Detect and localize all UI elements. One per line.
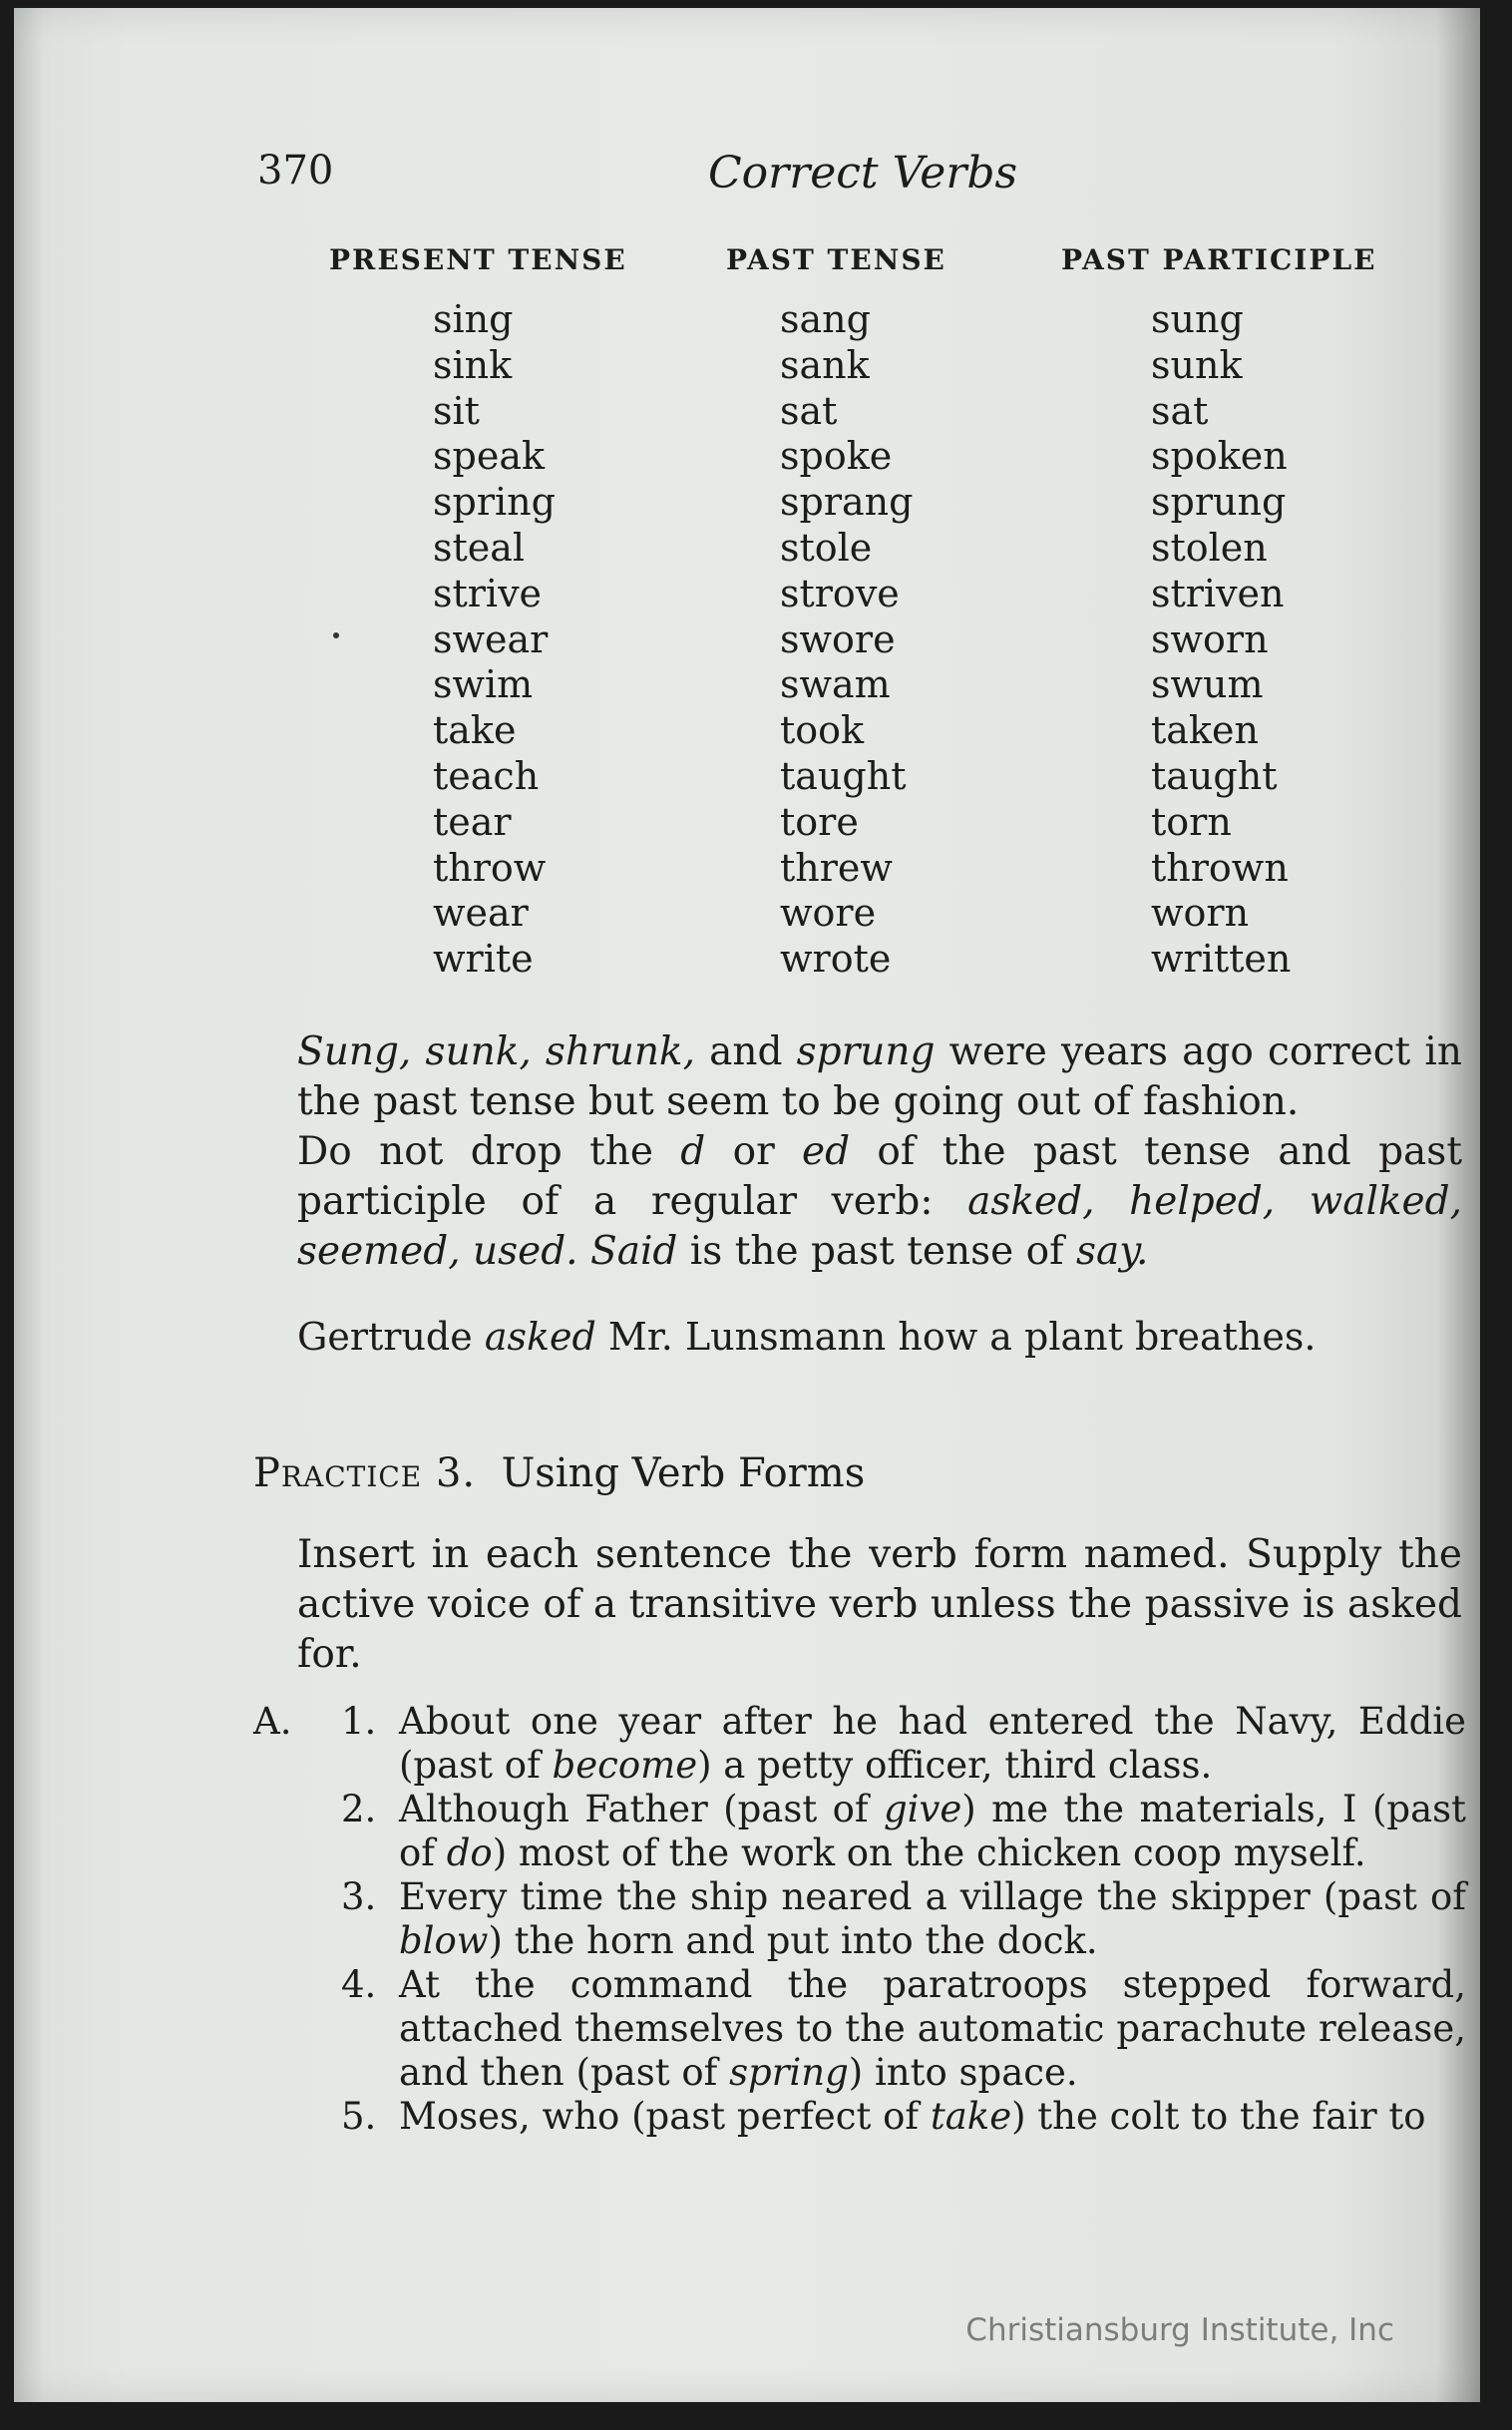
table-cell: tear <box>433 799 512 844</box>
table-cell: swim <box>433 662 534 707</box>
table-cell: taught <box>1151 753 1278 798</box>
table-cell: sing <box>433 297 514 341</box>
list-item: 3. Every time the ship neared a village the skipper (past of blow) the horn and put into the dock. <box>341 1875 1466 1962</box>
table-cell: throw <box>433 845 547 890</box>
table-cell: wear <box>433 891 529 936</box>
table-cell: take <box>433 708 517 753</box>
header-present-tense: PRESENT TENSE <box>329 243 627 276</box>
practice-heading <box>253 1450 865 1496</box>
table-cell: stole <box>780 525 873 570</box>
past-participle-column <box>1151 297 1291 983</box>
table-cell: strive <box>433 571 543 615</box>
note-paragraph-1: Sung, sunk, shrunk, and sprung were years ago correct in the past tense but seem to be going out of fashion. <box>297 1029 1462 1124</box>
book-page <box>14 8 1480 2402</box>
header-past-participle: PAST PARTICIPLE <box>1061 243 1377 276</box>
table-cell: sung <box>1151 297 1244 341</box>
table-cell: threw <box>780 845 893 890</box>
table-cell: sprung <box>1151 480 1287 525</box>
table-cell: sink <box>433 342 513 387</box>
practice-label: Practice 3. <box>253 1450 477 1496</box>
table-cell: speak <box>433 434 545 479</box>
note-paragraph-2: Do not drop the d or ed of the past tense and past participle of a regular verb: asked, helped, walked, seemed, used. Said is the past tense of say. <box>297 1129 1462 1274</box>
table-cell: strove <box>780 571 900 615</box>
table-cell: worn <box>1151 891 1250 936</box>
table-cell: sworn <box>1151 616 1269 661</box>
list-item: 5. Moses, who (past perfect of take) the colt to the fair to <box>341 2095 1426 2138</box>
present-tense-column <box>433 297 556 983</box>
print-mark <box>333 632 339 638</box>
table-cell: sunk <box>1151 342 1243 387</box>
table-cell: swore <box>780 616 896 661</box>
table-cell: spoke <box>780 434 893 479</box>
table-cell: sat <box>1151 388 1209 433</box>
table-cell: swum <box>1151 662 1264 707</box>
table-cell: sang <box>780 297 871 341</box>
list-item: 4. At the command the paratroops stepped forward, attached themselves to the automatic parachute release, and then (past of spring) into space. <box>341 1963 1466 2094</box>
table-cell: swear <box>433 616 549 661</box>
list-item: 2. Although Father (past of give) me the materials, I (past of do) most of the work on the chicken coop myself. <box>341 1788 1466 1874</box>
exercise-section-label: A. <box>253 1700 292 1743</box>
table-cell: wrote <box>780 937 892 982</box>
table-cell: wore <box>780 891 877 936</box>
page-number: 370 <box>257 148 334 194</box>
italic-verbs: Sung, sunk, shrunk, <box>297 1029 695 1074</box>
table-cell: took <box>780 708 865 753</box>
header-past-tense: PAST TENSE <box>726 243 946 276</box>
table-cell: sat <box>780 388 838 433</box>
table-cell: sprang <box>780 480 914 525</box>
table-cell: swam <box>780 662 891 707</box>
table-cell: taken <box>1151 708 1259 753</box>
practice-instructions: Insert in each sentence the verb form named. Supply the active voice of a transitive verb unless the passive is asked for. <box>297 1532 1462 1677</box>
exercise-list <box>253 1700 1466 2139</box>
running-title: Correct Verbs <box>708 148 1018 199</box>
practice-title: Using Verb Forms <box>501 1450 866 1496</box>
table-cell: torn <box>1151 799 1232 844</box>
table-cell: stolen <box>1151 525 1268 570</box>
table-cell: striven <box>1151 571 1285 615</box>
past-tense-column <box>780 297 913 983</box>
table-cell: spoken <box>1151 434 1288 479</box>
table-cell: tore <box>780 799 859 844</box>
list-item: 1. About one year after he had entered the Navy, Eddie (past of become) a petty officer, third class. <box>341 1700 1466 1787</box>
table-cell: write <box>433 937 534 982</box>
table-cell: sank <box>780 342 870 387</box>
page-header <box>14 148 1480 207</box>
table-cell: sit <box>433 388 480 433</box>
table-cell: spring <box>433 480 556 525</box>
table-cell: thrown <box>1151 845 1289 890</box>
table-cell: steal <box>433 525 526 570</box>
watermark: Christiansburg Institute, Inc <box>965 2312 1394 2348</box>
table-cell: taught <box>780 753 907 798</box>
example-sentence: Gertrude asked Mr. Lunsmann how a plant breathes. <box>297 1315 1317 1359</box>
table-cell: teach <box>433 753 540 798</box>
table-cell: written <box>1151 937 1292 982</box>
